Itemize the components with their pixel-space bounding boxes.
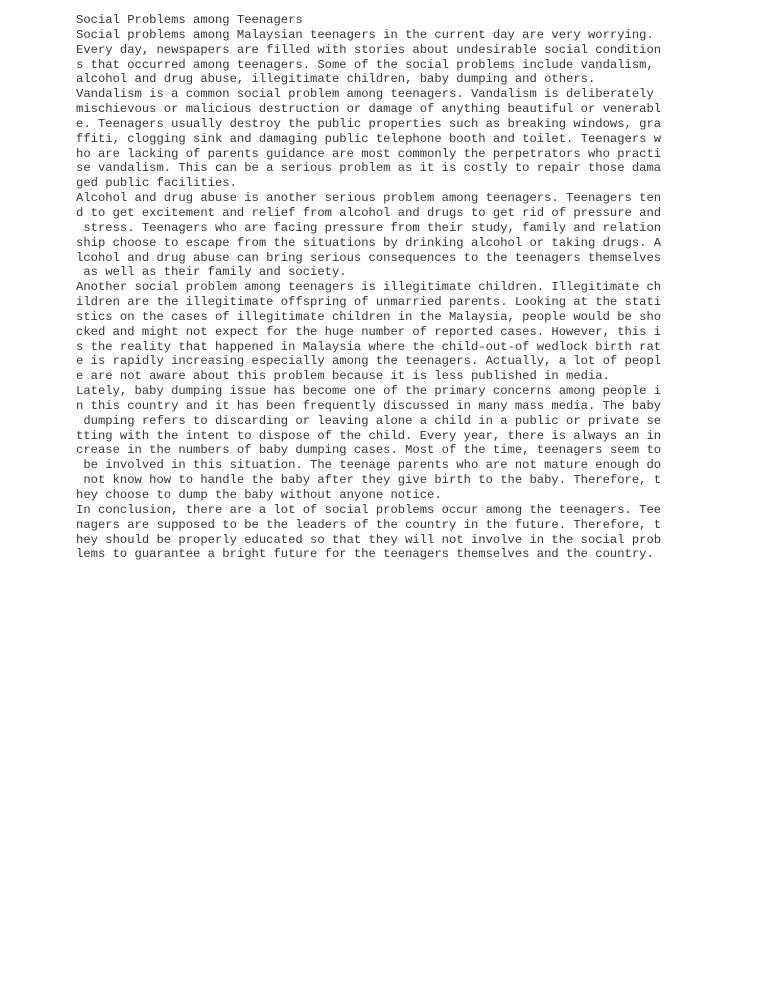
text-line: tting with the intent to dispose of the child. Every year, there is always an in — [76, 428, 662, 443]
text-line: as well as their family and society. — [76, 265, 347, 280]
text-line: dumping refers to discarding or leaving alone a child in a public or private se — [76, 413, 662, 428]
text-line: be involved in this situation. The teenage parents who are not mature enough do — [76, 458, 662, 473]
document-title: Social Problems among Teenagers — [76, 13, 303, 27]
text-line: cked and might not expect for the huge number of reported cases. However, this i — [76, 324, 662, 339]
text-line: d to get excitement and relief from alcohol and drugs to get rid of pressure and — [76, 205, 662, 220]
text-line: stics on the cases of illegitimate children in the Malaysia, people would be sho — [76, 309, 662, 324]
text-line: lems to guarantee a bright future for the teenagers themselves and the country. — [76, 547, 654, 562]
text-line: nagers are supposed to be the leaders of the country in the future. Therefore, t — [76, 517, 662, 532]
text-line: stress. Teenagers who are facing pressure from their study, family and relation — [76, 220, 662, 235]
text-line: ho are lacking of parents guidance are most commonly the perpetrators who practi — [76, 146, 662, 161]
text-line: Every day, newspapers are filled with stories about undesirable social condition — [76, 42, 662, 57]
text-line: lcohol and drug abuse can bring serious consequences to the teenagers themselves — [76, 250, 662, 265]
text-line: s that occurred among teenagers. Some of the social problems include vandalism, — [76, 57, 654, 72]
document-page — [76, 13, 676, 562]
text-line: crease in the numbers of baby dumping cases. Most of the time, teenagers seem to — [76, 443, 662, 458]
text-line: Another social problem among teenagers is illegitimate children. Illegitimate ch — [76, 280, 662, 295]
text-line: Vandalism is a common social problem among teenagers. Vandalism is deliberately — [76, 87, 654, 102]
text-line: ffiti, clogging sink and damaging public telephone booth and toilet. Teenagers w — [76, 131, 662, 146]
text-line: Social problems among Malaysian teenagers in the current day are very worrying. — [76, 27, 654, 42]
text-line: se vandalism. This can be a serious problem as it is costly to repair those dama — [76, 161, 662, 176]
text-line: e are not aware about this problem because it is less published in media. — [76, 369, 610, 384]
text-line: e. Teenagers usually destroy the public properties such as breaking windows, gra — [76, 116, 662, 131]
text-line: n this country and it has been frequently discussed in many mass media. The baby — [76, 398, 662, 413]
text-line: ildren are the illegitimate offspring of unmarried parents. Looking at the stati — [76, 295, 662, 310]
text-line: not know how to handle the baby after they give birth to the baby. Therefore, t — [76, 473, 662, 488]
text-line: ship choose to escape from the situations by drinking alcohol or taking drugs. A — [76, 235, 662, 250]
text-line: hey should be properly educated so that they will not involve in the social prob — [76, 532, 662, 547]
text-line: hey choose to dump the baby without anyone notice. — [76, 488, 442, 502]
text-line: alcohol and drug abuse, illegitimate children, baby dumping and others. — [76, 72, 596, 87]
text-line: In conclusion, there are a lot of social problems occur among the teenagers. Tee — [76, 502, 662, 517]
text-line: s the reality that happened in Malaysia where the child-out-of wedlock birth rat — [76, 339, 662, 354]
text-line: Lately, baby dumping issue has become one of the primary concerns among people i — [76, 384, 662, 399]
text-line: mischievous or malicious destruction or damage of anything beautiful or venerabl — [76, 102, 662, 117]
text-line: e is rapidly increasing especially among the teenagers. Actually, a lot of peopl — [76, 354, 662, 369]
text-line: Alcohol and drug abuse is another serious problem among teenagers. Teenagers ten — [76, 191, 662, 206]
text-line: ged public facilities. — [76, 176, 237, 191]
